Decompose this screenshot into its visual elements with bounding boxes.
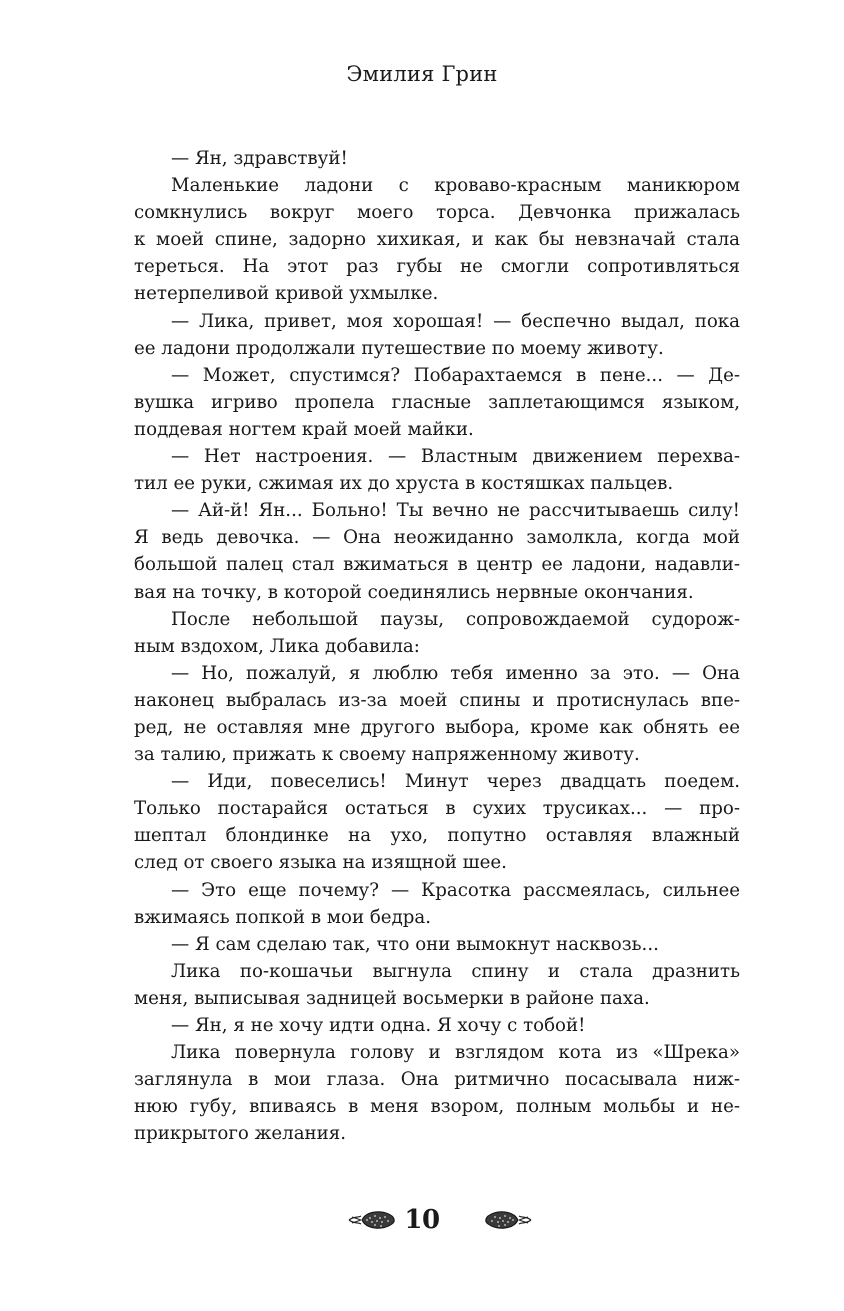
text-line: след от своего языка на изящной шее.	[134, 852, 507, 874]
text-line: ным вздохом, Лика добавила:	[134, 635, 420, 657]
text-line: сомкнулись вокруг моего торса. Девчонка прижалась	[134, 202, 740, 224]
text-line: вушка игриво пропела гласные заплетающимся языком,	[134, 391, 740, 413]
text-line: — Ян, здравствуй!	[171, 148, 348, 169]
text-line: ее ладони продолжали путешествие по моему животу.	[134, 337, 664, 359]
running-header-author: Эмилия Грин	[346, 62, 498, 86]
text-line: меня, выписывая задницей восьмерки в районе паха.	[134, 987, 650, 1009]
text-line: Лика повернула голову и взглядом кота из «Шрека»	[171, 1042, 740, 1064]
text-line: тил ее руки, сжимая их до хруста в костяшках пальцев.	[134, 473, 674, 495]
text-line: — Ян, я не хочу идти одна. Я хочу с тобой!	[171, 1015, 586, 1036]
text-line: тереться. На этот раз губы не смогли сопротивляться	[134, 256, 740, 278]
text-line: за талию, прижать к своему напряженному животу.	[134, 744, 640, 766]
text-line: большой палец стал вжиматься в центр ее ладони, надавли-	[134, 554, 740, 576]
text-line: к моей спине, задорно хихикая, и как бы невзначай стала	[134, 229, 740, 251]
text-line: вая на точку, в которой соединялись нервные окончания.	[134, 581, 694, 603]
text-line: вжимаясь попкой в мои бедра.	[134, 906, 432, 928]
text-line: Маленькие ладони с кроваво-красным маникюром	[171, 175, 740, 197]
page-footer	[0, 1203, 844, 1243]
text-line: — Это еще почему? — Красотка рассмеялась, сильнее	[171, 879, 740, 901]
text-line: шептал блондинке на ухо, попутно оставляя влажный	[134, 825, 740, 847]
text-line: — Но, пожалуй, я люблю тебя именно за это. — Она	[171, 662, 740, 684]
text-line: Я ведь девочка. — Она неожиданно замолкла, когда мой	[134, 527, 740, 549]
text-line: — Я сам сделаю так, что они вымокнут насквозь...	[171, 933, 659, 955]
body-text	[134, 145, 740, 1147]
text-line: наконец выбралась из-за моей спины и протиснулась впе-	[134, 689, 740, 711]
text-line: — Нет настроения. — Властным движением перехва-	[171, 446, 740, 468]
text-line: После небольшой паузы, сопровождаемой судорож-	[171, 608, 740, 630]
text-line: Лика по-кошачьи выгнула спину и стала дразнить	[171, 960, 740, 982]
text-line: нюю губу, впиваясь в меня взором, полным мольбы и не-	[134, 1096, 740, 1118]
text-line: заглянула в мои глаза. Она ритмично посасывала ниж-	[134, 1069, 740, 1091]
text-line: ред, не оставляя мне другого выбора, кроме как обнять ее	[134, 716, 740, 738]
text-line: прикрытого желания.	[134, 1123, 347, 1145]
text-line: нетерпеливой кривой ухмылке.	[134, 283, 439, 305]
page-number: 10	[404, 1205, 440, 1235]
text-line: — Лика, привет, моя хорошая! — беспечно выдал, пока	[171, 310, 740, 332]
text-line: — Ай-й! Ян... Больно! Ты вечно не рассчитываешь силу!	[171, 500, 740, 522]
strawberry-ornament-icon	[484, 1207, 532, 1233]
text-line: поддевая ногтем край моей майки.	[134, 418, 474, 440]
text-line: — Иди, повеселись! Минут через двадцать поедем.	[171, 771, 740, 793]
text-line: — Может, спустимся? Побарахтаемся в пене... — Де-	[171, 364, 740, 386]
text-line: Только постарайся остаться в сухих трусиках... — про-	[134, 798, 740, 820]
